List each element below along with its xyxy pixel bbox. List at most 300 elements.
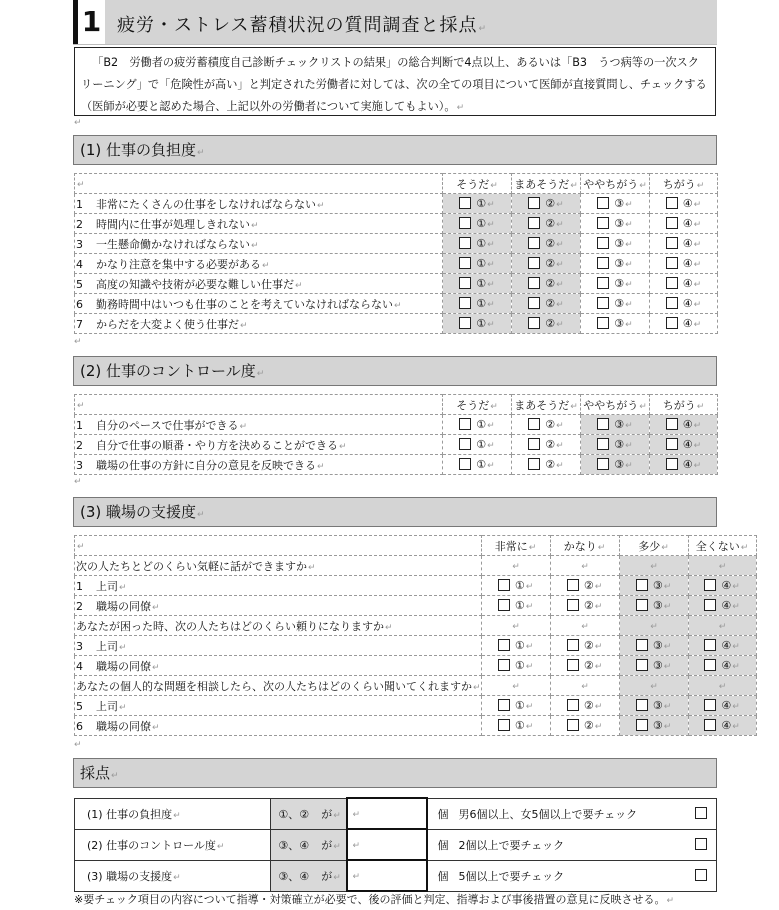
question-label — [75, 274, 443, 294]
option-header-label: ややちがう — [583, 177, 639, 191]
answer-checkbox[interactable] — [498, 699, 510, 711]
group-blank-cell — [619, 556, 688, 576]
answer-mark: ④ — [682, 277, 693, 290]
question-row — [75, 656, 757, 676]
paragraph-mark: ↵ — [625, 320, 633, 330]
question-text: 職場の同僚 — [96, 659, 151, 673]
answer-checkbox[interactable] — [666, 297, 678, 309]
scoring-ga — [317, 829, 347, 860]
paragraph-mark: ↵ — [490, 401, 498, 412]
answer-cell — [550, 636, 619, 656]
paragraph-mark: ↵ — [490, 180, 498, 191]
answer-checkbox[interactable] — [666, 317, 678, 329]
paragraph-mark: ↵ — [625, 240, 633, 250]
paragraph-mark: ↵ — [487, 200, 495, 210]
answer-checkbox[interactable] — [567, 579, 579, 591]
option-header-label: まあそうだ — [514, 177, 570, 191]
group-blank-cell — [481, 676, 550, 696]
question-group-text: あなたの個人的な問題を相談したら、次の人たちはどのくらい聞いてくれますか — [76, 679, 472, 693]
paragraph-mark: ↵ — [240, 320, 248, 331]
question-row — [75, 234, 718, 254]
answer-mark: ① — [476, 217, 487, 230]
answer-checkbox[interactable] — [528, 217, 540, 229]
answer-cell — [550, 656, 619, 676]
answer-mark: ③ — [652, 599, 663, 612]
answer-checkbox[interactable] — [704, 699, 716, 711]
question-label — [75, 455, 443, 475]
answer-checkbox[interactable] — [459, 317, 471, 329]
paragraph-mark: ↵ — [663, 602, 672, 612]
required-check-checkbox[interactable] — [695, 807, 707, 819]
answer-cell — [688, 636, 756, 656]
paragraph-mark: ↵ — [119, 702, 127, 713]
paragraph-mark: ↵ — [487, 280, 495, 290]
paragraph-mark: ↵ — [639, 401, 647, 412]
answer-checkbox[interactable] — [567, 639, 579, 651]
answer-checkbox[interactable] — [567, 599, 579, 611]
answer-checkbox[interactable] — [597, 438, 609, 450]
question-group-label — [75, 676, 482, 696]
question-label — [75, 656, 482, 676]
answer-checkbox[interactable] — [636, 659, 648, 671]
question-group-label — [75, 556, 482, 576]
answer-checkbox[interactable] — [528, 458, 540, 470]
question-group-text: 次の人たちとどのくらい気軽に話ができますか — [76, 559, 307, 573]
paragraph-mark: ↵ — [333, 872, 341, 883]
option-header-row — [75, 536, 757, 556]
paragraph-mark: ↵ — [487, 240, 495, 250]
answer-mark: ③ — [614, 438, 625, 451]
chapter-number: 1 — [73, 0, 105, 44]
answer-checkbox[interactable] — [459, 418, 471, 430]
answer-checkbox[interactable] — [528, 317, 540, 329]
group-blank-cell — [688, 676, 756, 696]
paragraph-mark: ↵ — [650, 562, 658, 572]
paragraph-mark: ↵ — [473, 682, 481, 693]
option-header-label: かなり — [563, 539, 597, 553]
question-number: 6 — [76, 297, 83, 311]
paragraph-mark: ↵ — [693, 320, 702, 330]
paragraph-mark: ↵ — [693, 200, 702, 210]
answer-checkbox[interactable] — [498, 579, 510, 591]
paragraph-mark: ↵ — [512, 622, 520, 632]
question-number: 4 — [76, 659, 83, 673]
paragraph-mark: ↵ — [556, 280, 564, 290]
answer-checkbox[interactable] — [528, 297, 540, 309]
answer-mark: ② — [545, 237, 556, 250]
scoring-label — [75, 829, 271, 860]
paragraph-mark: ↵ — [119, 642, 127, 653]
question-number: 2 — [76, 438, 83, 452]
answer-checkbox[interactable] — [636, 579, 648, 591]
paragraph-mark: ↵ — [333, 841, 341, 852]
section-header-workload: (1) 仕事の負担度↵ — [73, 135, 717, 165]
answer-cell — [688, 576, 756, 596]
scoring-marks — [271, 798, 317, 829]
question-label — [75, 294, 443, 314]
answer-cell — [550, 696, 619, 716]
answer-mark: ② — [545, 438, 556, 451]
group-blank-cell — [688, 556, 756, 576]
paragraph-mark: ↵ — [693, 280, 702, 290]
paragraph-mark: ↵ — [594, 642, 603, 652]
answer-checkbox[interactable] — [459, 438, 471, 450]
answer-cell — [512, 435, 581, 455]
answer-cell — [481, 716, 550, 736]
count-input[interactable] — [347, 860, 427, 891]
paragraph-mark: ↵ — [718, 622, 727, 632]
paragraph-mark: ↵ — [625, 220, 633, 230]
paragraph-mark: ↵ — [333, 810, 341, 821]
answer-cell — [650, 234, 718, 254]
scoring-table — [74, 797, 717, 892]
answer-checkbox[interactable] — [597, 197, 609, 209]
paragraph-mark: ↵ — [152, 662, 160, 673]
answer-checkbox[interactable] — [666, 197, 678, 209]
answer-mark: ④ — [721, 599, 732, 612]
answer-cell — [443, 254, 512, 274]
group-blank-cell — [481, 556, 550, 576]
option-header — [512, 395, 581, 415]
paragraph-mark: ↵ — [625, 461, 633, 471]
paragraph-mark: ↵ — [525, 702, 534, 712]
answer-mark: ③ — [614, 257, 625, 270]
paragraph-mark: ↵ — [693, 421, 702, 431]
paragraph-mark: ↵ — [528, 542, 537, 553]
answer-checkbox[interactable] — [597, 257, 609, 269]
answer-cell — [443, 415, 512, 435]
answer-checkbox[interactable] — [636, 719, 648, 731]
answer-checkbox[interactable] — [459, 458, 471, 470]
answer-cell — [581, 214, 650, 234]
answer-mark: ④ — [682, 438, 693, 451]
scoring-ga-text: が — [321, 838, 333, 852]
paragraph-mark: ↵ — [556, 200, 564, 210]
answer-mark: ② — [545, 257, 556, 270]
question-text: 非常にたくさんの仕事をしなければならない — [96, 197, 316, 211]
question-text: 自分のペースで仕事ができる — [96, 418, 239, 432]
question-group-label — [75, 616, 482, 636]
paragraph-mark: ↵ — [594, 722, 603, 732]
paragraph-mark: ↵ — [556, 320, 564, 330]
answer-cell — [581, 294, 650, 314]
answer-mark: ④ — [721, 659, 732, 672]
question-text: 自分で仕事の順番・やり方を決めることができる — [96, 438, 338, 452]
answer-checkbox[interactable] — [597, 418, 609, 430]
question-row — [75, 415, 718, 435]
paragraph-mark: ↵ — [693, 220, 702, 230]
answer-checkbox[interactable] — [704, 659, 716, 671]
answer-checkbox[interactable] — [498, 599, 510, 611]
paragraph-mark: ↵ — [693, 441, 702, 451]
answer-checkbox[interactable] — [597, 317, 609, 329]
answer-checkbox[interactable] — [528, 277, 540, 289]
answer-mark: ② — [545, 297, 556, 310]
required-check-checkbox[interactable] — [695, 838, 707, 850]
answer-mark: ② — [583, 699, 594, 712]
answer-checkbox[interactable] — [528, 418, 540, 430]
answer-checkbox[interactable] — [498, 659, 510, 671]
paragraph-mark: ↵ — [512, 562, 520, 572]
check-cell — [687, 798, 717, 829]
check-cell — [687, 829, 717, 860]
paragraph-mark: ↵ — [317, 461, 325, 472]
question-label — [75, 596, 482, 616]
section-header-support: (3) 職場の支援度↵ — [73, 497, 717, 527]
answer-cell — [650, 415, 718, 435]
answer-checkbox[interactable] — [704, 599, 716, 611]
paragraph-mark: ↵ — [597, 542, 606, 553]
answer-checkbox[interactable] — [567, 659, 579, 671]
paragraph-mark: ↵ — [119, 582, 127, 593]
answer-mark: ① — [514, 719, 525, 732]
answer-checkbox[interactable] — [528, 438, 540, 450]
scoring-label-text: (2) 仕事のコントロール度 — [87, 838, 216, 852]
answer-checkbox[interactable] — [597, 297, 609, 309]
question-text: 上司 — [96, 699, 118, 713]
scoring-label-text: (3) 職場の支援度 — [87, 869, 173, 883]
answer-checkbox[interactable] — [666, 237, 678, 249]
group-blank-cell — [550, 616, 619, 636]
answer-cell — [512, 314, 581, 334]
option-header-row — [75, 395, 718, 415]
answer-mark: ② — [545, 418, 556, 431]
paragraph-mark: ↵ — [625, 300, 633, 310]
answer-checkbox[interactable] — [528, 257, 540, 269]
answer-checkbox[interactable] — [459, 217, 471, 229]
question-label — [75, 696, 482, 716]
question-text: 職場の同僚 — [96, 599, 151, 613]
answer-checkbox[interactable] — [459, 237, 471, 249]
question-row — [75, 576, 757, 596]
paragraph-mark: ↵ — [77, 401, 85, 411]
answer-mark: ④ — [721, 579, 732, 592]
paragraph-mark: ↵ — [740, 542, 749, 553]
question-text: 時間内に仕事が処理しきれない — [96, 217, 250, 231]
question-text: 高度の知識や技術が必要な難しい仕事だ — [96, 277, 294, 291]
control-table — [74, 394, 718, 475]
answer-checkbox[interactable] — [704, 719, 716, 731]
question-row — [75, 596, 757, 616]
paragraph-mark: ↵ — [512, 682, 520, 692]
answer-cell — [550, 716, 619, 736]
question-row — [75, 314, 718, 334]
question-text: 職場の同僚 — [96, 719, 151, 733]
paragraph-mark: ↵ — [693, 300, 702, 310]
answer-checkbox[interactable] — [567, 719, 579, 731]
paragraph-mark: ↵ — [295, 280, 303, 291]
scoring-rule — [427, 860, 687, 891]
question-number: 3 — [76, 639, 83, 653]
paragraph-mark: ↵ — [625, 441, 633, 451]
answer-mark: ④ — [682, 237, 693, 250]
paragraph-mark: ↵ — [556, 441, 564, 451]
question-number: 3 — [76, 237, 83, 251]
paragraph-mark: ↵ — [352, 810, 361, 820]
group-blank-cell — [619, 676, 688, 696]
answer-checkbox[interactable] — [528, 197, 540, 209]
answer-checkbox[interactable] — [666, 257, 678, 269]
option-header — [550, 536, 619, 556]
answer-mark: ① — [476, 277, 487, 290]
option-header-label: ちがう — [662, 398, 696, 412]
answer-cell — [619, 576, 688, 596]
answer-mark: ② — [583, 659, 594, 672]
scoring-marks-text: ③、④ — [278, 838, 310, 852]
option-header — [443, 395, 512, 415]
paragraph-mark: ↵ — [352, 872, 361, 882]
paragraph-mark: ↵ — [663, 702, 672, 712]
answer-cell — [650, 294, 718, 314]
paragraph-mark: ↵ — [239, 421, 247, 432]
answer-cell — [581, 274, 650, 294]
answer-checkbox[interactable] — [636, 599, 648, 611]
question-row — [75, 636, 757, 656]
question-row — [75, 214, 718, 234]
paragraph-mark: ↵ — [732, 662, 740, 672]
question-group-text: あなたが困った時、次の人たちはどのくらい頼りになりますか — [76, 619, 384, 633]
answer-checkbox[interactable] — [704, 639, 716, 651]
answer-mark: ④ — [682, 257, 693, 270]
paragraph-mark: ↵ — [639, 180, 647, 191]
page-title-bar — [73, 0, 717, 45]
question-label — [75, 194, 443, 214]
paragraph-mark: ↵ — [487, 220, 495, 230]
paragraph-mark: ↵ — [570, 180, 578, 191]
check-cell — [687, 860, 717, 891]
scoring-label — [75, 860, 271, 891]
option-header-label: 非常に — [494, 539, 528, 553]
answer-checkbox[interactable] — [459, 277, 471, 289]
answer-mark: ④ — [682, 197, 693, 210]
question-number: 6 — [76, 719, 83, 733]
paragraph-mark: ↵ — [74, 118, 82, 128]
answer-checkbox[interactable] — [528, 237, 540, 249]
question-number: 7 — [76, 317, 83, 331]
question-text: 一生懸命働かなければならない — [96, 237, 250, 251]
answer-checkbox[interactable] — [704, 579, 716, 591]
paragraph-mark: ↵ — [487, 441, 495, 451]
answer-checkbox[interactable] — [597, 458, 609, 470]
paragraph-mark: ↵ — [385, 622, 393, 633]
answer-mark: ③ — [652, 659, 663, 672]
option-header-row — [75, 174, 718, 194]
paragraph-mark: ↵ — [77, 542, 85, 552]
answer-mark: ① — [476, 297, 487, 310]
answer-mark: ① — [514, 639, 525, 652]
answer-checkbox[interactable] — [459, 297, 471, 309]
answer-cell — [619, 716, 688, 736]
paragraph-mark: ↵ — [661, 542, 669, 553]
paragraph-mark: ↵ — [556, 300, 564, 310]
paragraph-mark: ↵ — [663, 642, 672, 652]
answer-checkbox[interactable] — [597, 277, 609, 289]
answer-checkbox[interactable] — [666, 418, 678, 430]
answer-checkbox[interactable] — [459, 197, 471, 209]
answer-mark: ③ — [614, 277, 625, 290]
paragraph-mark: ↵ — [625, 280, 633, 290]
answer-mark: ① — [476, 257, 487, 270]
answer-checkbox[interactable] — [567, 699, 579, 711]
paragraph-mark: ↵ — [594, 702, 603, 712]
answer-cell — [619, 656, 688, 676]
paragraph-mark: ↵ — [732, 702, 740, 712]
answer-mark: ③ — [614, 217, 625, 230]
answer-mark: ③ — [652, 719, 663, 732]
paragraph-mark: ↵ — [718, 562, 727, 572]
answer-cell — [581, 254, 650, 274]
workload-table — [74, 173, 718, 334]
question-number: 2 — [76, 217, 83, 231]
answer-checkbox[interactable] — [498, 639, 510, 651]
paragraph-mark: ↵ — [308, 562, 316, 573]
count-input[interactable] — [347, 798, 427, 829]
question-row — [75, 716, 757, 736]
answer-cell — [481, 696, 550, 716]
answer-cell — [650, 194, 718, 214]
answer-checkbox[interactable] — [597, 217, 609, 229]
answer-mark: ① — [476, 317, 487, 330]
answer-cell — [581, 415, 650, 435]
count-input[interactable] — [347, 829, 427, 860]
option-header — [512, 174, 581, 194]
question-number: 1 — [76, 197, 83, 211]
answer-cell — [650, 214, 718, 234]
group-blank-cell — [688, 616, 756, 636]
answer-mark: ④ — [682, 317, 693, 330]
header-blank-cell — [75, 395, 443, 415]
question-number: 1 — [76, 418, 83, 432]
answer-mark: ③ — [614, 237, 625, 250]
question-text: からだを大変よく使う仕事だ — [96, 317, 239, 331]
paragraph-mark: ↵ — [216, 841, 225, 852]
question-number: 3 — [76, 458, 83, 472]
option-header — [581, 174, 650, 194]
answer-checkbox[interactable] — [666, 217, 678, 229]
required-check-checkbox[interactable] — [695, 869, 707, 881]
answer-mark: ① — [514, 579, 525, 592]
scoring-marks-text: ①、② — [278, 807, 310, 821]
scoring-label — [75, 798, 271, 829]
answer-mark: ③ — [652, 639, 663, 652]
paragraph-mark: ↵ — [594, 662, 603, 672]
question-number: 4 — [76, 257, 83, 271]
paragraph-mark: ↵ — [693, 240, 702, 250]
answer-cell — [581, 194, 650, 214]
answer-checkbox[interactable] — [498, 719, 510, 731]
answer-cell — [581, 435, 650, 455]
answer-checkbox[interactable] — [459, 257, 471, 269]
scoring-unit: 個 — [437, 869, 449, 883]
answer-checkbox[interactable] — [666, 277, 678, 289]
answer-checkbox[interactable] — [666, 458, 678, 470]
paragraph-mark: ↵ — [556, 421, 564, 431]
scoring-marks — [271, 860, 317, 891]
answer-cell — [688, 716, 756, 736]
answer-cell — [512, 274, 581, 294]
paragraph-mark: ↵ — [525, 582, 534, 592]
answer-cell — [581, 234, 650, 254]
answer-checkbox[interactable] — [666, 438, 678, 450]
paragraph-mark: ↵ — [262, 260, 270, 271]
answer-checkbox[interactable] — [636, 699, 648, 711]
answer-cell — [650, 254, 718, 274]
answer-cell — [443, 294, 512, 314]
question-text: 上司 — [96, 639, 118, 653]
answer-mark: ① — [476, 438, 487, 451]
answer-checkbox[interactable] — [597, 237, 609, 249]
answer-checkbox[interactable] — [636, 639, 648, 651]
